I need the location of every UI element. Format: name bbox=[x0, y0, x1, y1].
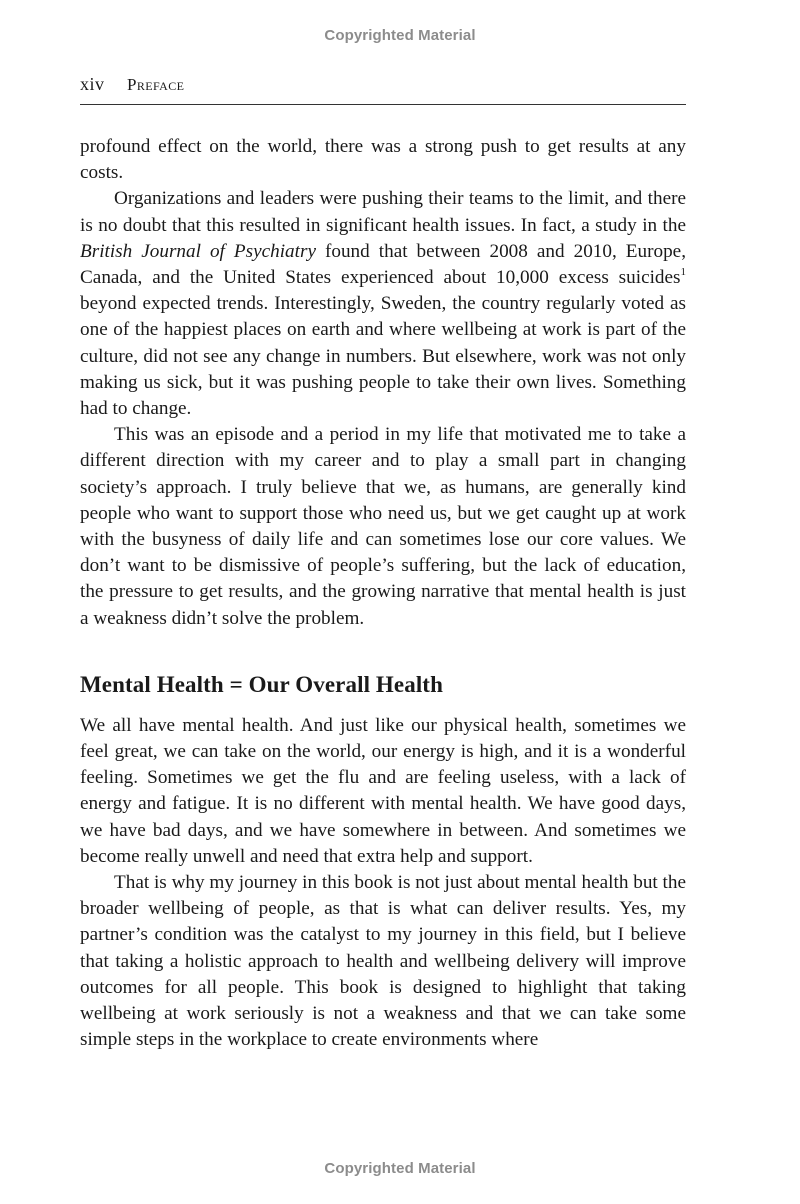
header-rule bbox=[80, 104, 686, 105]
body-text bbox=[80, 134, 686, 1054]
paragraph-study bbox=[80, 186, 686, 422]
running-head bbox=[80, 74, 686, 100]
paragraph-text: Organizations and leaders were pushing their teams to the limit, and there is no doubt that this resulted in significant health issues. In fact, a study in the bbox=[80, 188, 686, 236]
paragraph-journey: That is why my journey in this book is not just about mental health but the broader wellbeing of people, as that is what can deliver results. Yes, my partner’s condition was the catalyst to my journey in this field, but I believe that taking a holistic approach to health and wellbeing delivery will improve outcomes for all people. This book is designed to highlight that taking wellbeing at work seriously is not a weakness and that we can take some simple steps in the workplace to create environments where bbox=[80, 872, 686, 1051]
copyright-watermark-top: Copyrighted Material bbox=[324, 27, 476, 44]
paragraph-text: found that between 2008 and 2010, Europe, Canada, and the United States experienced about 10,000 excess suicides bbox=[80, 240, 686, 289]
page-number: xiv bbox=[80, 74, 105, 94]
running-head-title: Preface bbox=[127, 75, 185, 94]
paragraph-mental-health: We all have mental health. And just like our physical health, sometimes we feel great, we can take on the world, our energy is high, and it is a wonderful feeling. Sometimes we get the flu and are feeling useless, with a lack of energy and fatigue. It is no different with mental health. We have good days, we have bad days, and we have somewhere in between. And sometimes we become really unwell and need that extra help and support. bbox=[80, 714, 686, 867]
journal-title: British Journal of Psychiatry bbox=[80, 240, 316, 262]
section-heading: Mental Health = Our Overall Health bbox=[80, 671, 443, 697]
footnote-marker: 1 bbox=[680, 265, 686, 278]
paragraph-episode: This was an episode and a period in my life that motivated me to take a different direction with my career and to play a small part in changing society’s approach. I truly believe that we, as humans, are generally kind people who want to support those who need us, but we get caught up at work with the busyness of daily life and can sometimes lose our core values. We don’t want to be dismissive of people’s suffering, but the lack of education, the pressure to get results, and the growing narrative that mental health is just a weakness didn’t solve the problem. bbox=[80, 424, 686, 629]
copyright-watermark-bottom: Copyrighted Material bbox=[324, 1160, 476, 1177]
paragraph-text: beyond expected trends. Interestingly, Sweden, the country regularly voted as one of the happiest places on earth and where wellbeing at work is part of the culture, did not see any change in numbers. But elsewhere, work was not only making us sick, but it was pushing people to take their own lives. Something had to change. bbox=[80, 293, 686, 420]
paragraph-continued: profound effect on the world, there was a strong push to get results at any costs. bbox=[80, 136, 686, 184]
